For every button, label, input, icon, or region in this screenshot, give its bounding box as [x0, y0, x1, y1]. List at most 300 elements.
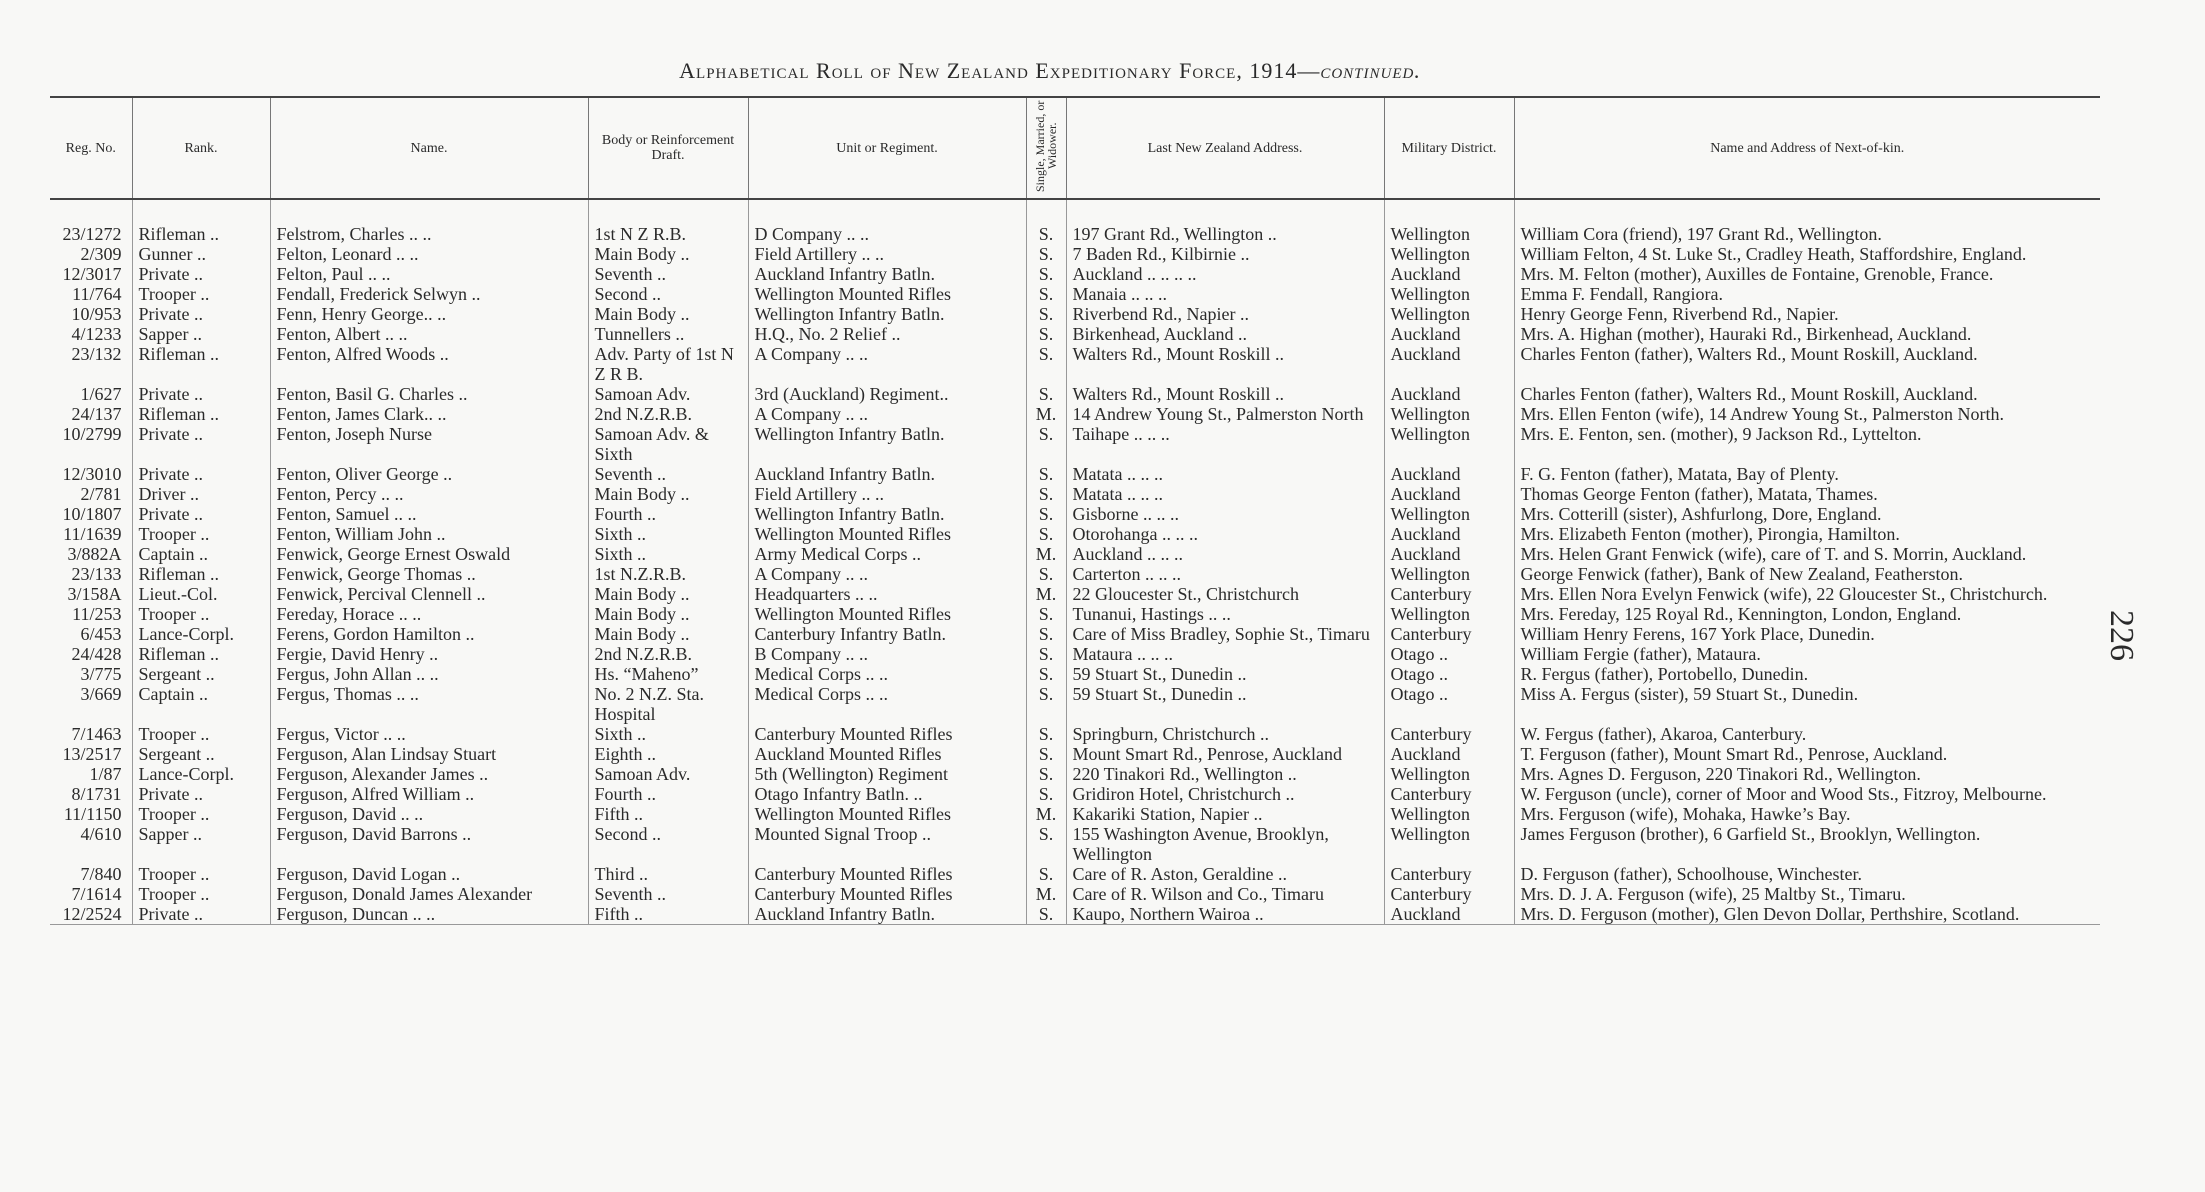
rank-cell: Trooper .. — [132, 284, 270, 304]
title-main: Alphabetical Roll of New Zealand Expeditionary Force, 1914— — [679, 58, 1321, 83]
table-row — [50, 884, 2100, 904]
name-cell: Fenton, Alfred Woods .. — [270, 344, 588, 384]
draft-cell: Eighth .. — [588, 744, 748, 764]
next-of-kin-cell: James Ferguson (brother), 6 Garfield St., Brooklyn, Wellington. — [1514, 824, 2100, 864]
rank-cell: Private .. — [132, 784, 270, 804]
draft-cell: Main Body .. — [588, 604, 748, 624]
marital-status-cell: S. — [1026, 904, 1066, 925]
marital-status-cell: S. — [1026, 264, 1066, 284]
district-cell: Auckland — [1384, 464, 1514, 484]
marital-status-cell: S. — [1026, 504, 1066, 524]
marital-status-cell: S. — [1026, 484, 1066, 504]
rank-cell: Trooper .. — [132, 724, 270, 744]
name-cell: Fendall, Frederick Selwyn .. — [270, 284, 588, 304]
next-of-kin-cell: Mrs. Ellen Fenton (wife), 14 Andrew Young St., Palmerston North. — [1514, 404, 2100, 424]
unit-cell: Auckland Infantry Batln. — [748, 464, 1026, 484]
address-cell: Matata .. .. .. — [1066, 464, 1384, 484]
unit-cell: Headquarters .. .. — [748, 584, 1026, 604]
unit-cell: Medical Corps .. .. — [748, 664, 1026, 684]
draft-cell: Fourth .. — [588, 784, 748, 804]
name-cell: Fenton, Basil G. Charles .. — [270, 384, 588, 404]
table-row — [50, 284, 2100, 304]
name-cell: Ferguson, David Barrons .. — [270, 824, 588, 864]
unit-cell: B Company .. .. — [748, 644, 1026, 664]
district-cell: Auckland — [1384, 384, 1514, 404]
unit-cell: A Company .. .. — [748, 564, 1026, 584]
district-cell: Auckland — [1384, 344, 1514, 384]
district-cell: Canterbury — [1384, 884, 1514, 904]
reg-no-cell: 7/1463 — [71, 724, 122, 744]
address-cell: Taihape .. .. .. — [1066, 424, 1384, 464]
address-cell: 7 Baden Rd., Kilbirnie .. — [1066, 244, 1384, 264]
address-cell: Mataura .. .. .. — [1066, 644, 1384, 664]
address-cell: Mount Smart Rd., Penrose, Auckland — [1066, 744, 1384, 764]
unit-cell: H.Q., No. 2 Relief .. — [748, 324, 1026, 344]
draft-cell: Main Body .. — [588, 244, 748, 264]
name-cell: Ferens, Gordon Hamilton .. — [270, 624, 588, 644]
marital-status-cell: M. — [1026, 804, 1066, 824]
next-of-kin-cell: Mrs. Agnes D. Ferguson, 220 Tinakori Rd., Wellington. — [1514, 764, 2100, 784]
draft-cell: Third .. — [588, 864, 748, 884]
district-cell: Wellington — [1384, 564, 1514, 584]
table-row — [50, 604, 2100, 624]
address-cell: Matata .. .. .. — [1066, 484, 1384, 504]
reg-no-cell: 8/1731 — [71, 784, 122, 804]
table-row — [50, 584, 2100, 604]
rank-cell: Captain .. — [132, 684, 270, 724]
marital-status-cell: M. — [1026, 404, 1066, 424]
district-cell: Canterbury — [1384, 724, 1514, 744]
name-cell: Fenn, Henry George.. .. — [270, 304, 588, 324]
name-cell: Ferguson, Alan Lindsay Stuart — [270, 744, 588, 764]
reg-no-cell: 24/428 — [71, 644, 122, 664]
district-cell: Wellington — [1384, 284, 1514, 304]
marital-status-cell: S. — [1026, 224, 1066, 244]
reg-no-cell: 11/764 — [72, 284, 122, 304]
rank-cell: Trooper .. — [132, 524, 270, 544]
draft-cell: Samoan Adv. — [588, 764, 748, 784]
next-of-kin-cell: Mrs. A. Highan (mother), Hauraki Rd., Birkenhead, Auckland. — [1514, 324, 2100, 344]
next-of-kin-cell: Mrs. Fereday, 125 Royal Rd., Kennington, London, England. — [1514, 604, 2100, 624]
address-cell: Walters Rd., Mount Roskill .. — [1066, 344, 1384, 384]
district-cell: Otago .. — [1384, 644, 1514, 664]
spacer-row — [50, 199, 2100, 224]
table-row — [50, 564, 2100, 584]
next-of-kin-cell: William Felton, 4 St. Luke St., Cradley Heath, Staffordshire, England. — [1514, 244, 2100, 264]
district-cell: Auckland — [1384, 524, 1514, 544]
address-cell: Gisborne .. .. .. — [1066, 504, 1384, 524]
next-of-kin-cell: Henry George Fenn, Riverbend Rd., Napier. — [1514, 304, 2100, 324]
reg-no-cell: 10/1807 — [62, 504, 122, 524]
rank-cell: Rifleman .. — [132, 404, 270, 424]
rank-cell: Trooper .. — [132, 804, 270, 824]
district-cell: Canterbury — [1384, 624, 1514, 644]
next-of-kin-cell: Mrs. E. Fenton, sen. (mother), 9 Jackson Rd., Lyttelton. — [1514, 424, 2100, 464]
name-cell: Ferguson, Duncan .. .. — [270, 904, 588, 925]
reg-no-cell: 3/669 — [80, 684, 122, 704]
table-row — [50, 264, 2100, 284]
unit-cell: Otago Infantry Batln. .. — [748, 784, 1026, 804]
reg-no-cell: 12/3017 — [62, 264, 122, 284]
marital-status-cell: S. — [1026, 824, 1066, 864]
unit-cell: Field Artillery .. .. — [748, 244, 1026, 264]
reg-no-cell: 10/953 — [71, 304, 122, 324]
table-row — [50, 744, 2100, 764]
marital-status-cell: S. — [1026, 644, 1066, 664]
reg-no-cell: 12/3010 — [62, 464, 122, 484]
reg-no-cell: 10/2799 — [62, 424, 122, 444]
table-row — [50, 464, 2100, 484]
address-cell: Otorohanga .. .. .. — [1066, 524, 1384, 544]
draft-cell: Adv. Party of 1st N Z R B. — [588, 344, 748, 384]
draft-cell: Tunnellers .. — [588, 324, 748, 344]
reg-no-cell: 7/840 — [80, 864, 122, 884]
rank-cell: Lance-Corpl. — [132, 764, 270, 784]
district-cell: Wellington — [1384, 804, 1514, 824]
unit-cell: Wellington Mounted Rifles — [748, 284, 1026, 304]
rank-cell: Gunner .. — [132, 244, 270, 264]
draft-cell: 2nd N.Z.R.B. — [588, 644, 748, 664]
draft-cell: Fifth .. — [588, 904, 748, 925]
address-cell: Birkenhead, Auckland .. — [1066, 324, 1384, 344]
header-reg-no: Reg. No. — [50, 97, 132, 199]
district-cell: Wellington — [1384, 424, 1514, 464]
unit-cell: Canterbury Mounted Rifles — [748, 724, 1026, 744]
unit-cell: Wellington Mounted Rifles — [748, 804, 1026, 824]
name-cell: Fenwick, George Thomas .. — [270, 564, 588, 584]
rank-cell: Trooper .. — [132, 864, 270, 884]
district-cell: Canterbury — [1384, 584, 1514, 604]
header-marital-status — [1026, 97, 1066, 199]
rank-cell: Rifleman .. — [132, 644, 270, 664]
address-cell: Auckland .. .. .. — [1066, 544, 1384, 564]
district-cell: Otago .. — [1384, 684, 1514, 724]
next-of-kin-cell: R. Fergus (father), Portobello, Dunedin. — [1514, 664, 2100, 684]
table-row — [50, 904, 2100, 925]
header-row — [50, 97, 2100, 199]
name-cell: Fenton, James Clark.. .. — [270, 404, 588, 424]
rank-cell: Sapper .. — [132, 324, 270, 344]
name-cell: Ferguson, David .. .. — [270, 804, 588, 824]
marital-status-cell: S. — [1026, 744, 1066, 764]
table-row — [50, 804, 2100, 824]
unit-cell: A Company .. .. — [748, 404, 1026, 424]
next-of-kin-cell: T. Ferguson (father), Mount Smart Rd., Penrose, Auckland. — [1514, 744, 2100, 764]
address-cell: 220 Tinakori Rd., Wellington .. — [1066, 764, 1384, 784]
table-row — [50, 504, 2100, 524]
reg-no-cell: 4/1233 — [71, 324, 122, 344]
table-row — [50, 424, 2100, 464]
header-unit: Unit or Regiment. — [748, 97, 1026, 199]
next-of-kin-cell: Miss A. Fergus (sister), 59 Stuart St., Dunedin. — [1514, 684, 2100, 724]
next-of-kin-cell: Mrs. Ferguson (wife), Mohaka, Hawke’s Bay. — [1514, 804, 2100, 824]
marital-status-cell: S. — [1026, 344, 1066, 384]
draft-cell: Seventh .. — [588, 884, 748, 904]
marital-status-cell: S. — [1026, 764, 1066, 784]
reg-no-cell: 23/132 — [71, 344, 122, 364]
address-cell: Kakariki Station, Napier .. — [1066, 804, 1384, 824]
unit-cell: Wellington Mounted Rifles — [748, 524, 1026, 544]
unit-cell: D Company .. .. — [748, 224, 1026, 244]
unit-cell: Canterbury Mounted Rifles — [748, 884, 1026, 904]
reg-no-cell: 6/453 — [80, 624, 122, 644]
district-cell: Wellington — [1384, 404, 1514, 424]
district-cell: Wellington — [1384, 304, 1514, 324]
marital-status-cell: S. — [1026, 724, 1066, 744]
marital-status-cell: S. — [1026, 464, 1066, 484]
rank-cell: Lance-Corpl. — [132, 624, 270, 644]
table-row — [50, 244, 2100, 264]
draft-cell: Main Body .. — [588, 304, 748, 324]
rank-cell: Rifleman .. — [132, 224, 270, 244]
draft-cell: Sixth .. — [588, 724, 748, 744]
address-cell: 59 Stuart St., Dunedin .. — [1066, 684, 1384, 724]
next-of-kin-cell: William Fergie (father), Mataura. — [1514, 644, 2100, 664]
district-cell: Otago .. — [1384, 664, 1514, 684]
district-cell: Wellington — [1384, 244, 1514, 264]
rank-cell: Trooper .. — [132, 884, 270, 904]
rank-cell: Sergeant .. — [132, 664, 270, 684]
reg-no-cell: 12/2524 — [50, 904, 132, 925]
page-number: 226 — [2103, 610, 2140, 661]
marital-status-cell: M. — [1026, 544, 1066, 564]
name-cell: Ferguson, David Logan .. — [270, 864, 588, 884]
next-of-kin-cell: Emma F. Fendall, Rangiora. — [1514, 284, 2100, 304]
name-cell: Fenton, Joseph Nurse — [270, 424, 588, 464]
marital-status-cell: S. — [1026, 524, 1066, 544]
reg-no-cell: 11/1639 — [63, 524, 122, 544]
marital-status-cell: S. — [1026, 664, 1066, 684]
rank-cell: Rifleman .. — [132, 564, 270, 584]
unit-cell: Wellington Infantry Batln. — [748, 304, 1026, 324]
marital-status-cell: S. — [1026, 284, 1066, 304]
table-row — [50, 324, 2100, 344]
name-cell: Ferguson, Donald James Alexander — [270, 884, 588, 904]
table-row — [50, 684, 2100, 724]
address-cell: 155 Washington Avenue, Brooklyn, Wellington — [1066, 824, 1384, 864]
next-of-kin-cell: D. Ferguson (father), Schoolhouse, Winchester. — [1514, 864, 2100, 884]
next-of-kin-cell: W. Fergus (father), Akaroa, Canterbury. — [1514, 724, 2100, 744]
district-cell: Wellington — [1384, 604, 1514, 624]
reg-no-cell: 11/1150 — [63, 804, 122, 824]
draft-cell: Samoan Adv. — [588, 384, 748, 404]
reg-no-cell: 3/775 — [80, 664, 122, 684]
reg-no-cell: 3/882A — [67, 544, 122, 564]
table-row — [50, 524, 2100, 544]
name-cell: Felton, Paul .. .. — [270, 264, 588, 284]
draft-cell: Fifth .. — [588, 804, 748, 824]
next-of-kin-cell: W. Ferguson (uncle), corner of Moor and Wood Sts., Fitzroy, Melbourne. — [1514, 784, 2100, 804]
rank-cell: Private .. — [132, 424, 270, 464]
marital-status-cell: S. — [1026, 564, 1066, 584]
draft-cell: Sixth .. — [588, 544, 748, 564]
table-row — [50, 764, 2100, 784]
next-of-kin-cell: William Cora (friend), 197 Grant Rd., Wellington. — [1514, 224, 2100, 244]
unit-cell: Wellington Infantry Batln. — [748, 504, 1026, 524]
table-row — [50, 644, 2100, 664]
reg-no-cell: 1/627 — [80, 384, 122, 404]
district-cell: Auckland — [1384, 264, 1514, 284]
name-cell: Fenwick, Percival Clennell .. — [270, 584, 588, 604]
name-cell: Fergus, Thomas .. .. — [270, 684, 588, 724]
unit-cell: Medical Corps .. .. — [748, 684, 1026, 724]
unit-cell: Wellington Mounted Rifles — [748, 604, 1026, 624]
rank-cell: Rifleman .. — [132, 344, 270, 384]
draft-cell: Samoan Adv. & Sixth — [588, 424, 748, 464]
draft-cell: 2nd N.Z.R.B. — [588, 404, 748, 424]
district-cell: Auckland — [1384, 904, 1514, 925]
address-cell: Tunanui, Hastings .. .. — [1066, 604, 1384, 624]
draft-cell: Hs. “Maheno” — [588, 664, 748, 684]
rank-cell: Captain .. — [132, 544, 270, 564]
rank-cell: Private .. — [132, 504, 270, 524]
address-cell: 22 Gloucester St., Christchurch — [1066, 584, 1384, 604]
table-row — [50, 484, 2100, 504]
draft-cell: Fourth .. — [588, 504, 748, 524]
name-cell: Fenwick, George Ernest Oswald — [270, 544, 588, 564]
header-next-of-kin: Name and Address of Next-of-kin. — [1514, 97, 2100, 199]
marital-status-cell: M. — [1026, 884, 1066, 904]
table-row — [50, 544, 2100, 564]
name-cell: Fenton, Oliver George .. — [270, 464, 588, 484]
rank-cell: Driver .. — [132, 484, 270, 504]
table-row — [50, 784, 2100, 804]
marital-status-cell: S. — [1026, 864, 1066, 884]
rank-cell: Private .. — [132, 904, 270, 925]
table-row — [50, 824, 2100, 864]
rank-cell: Private .. — [132, 384, 270, 404]
table-row — [50, 404, 2100, 424]
unit-cell: Canterbury Infantry Batln. — [748, 624, 1026, 644]
reg-no-cell: 23/133 — [71, 564, 122, 584]
district-cell: Wellington — [1384, 224, 1514, 244]
rank-cell: Private .. — [132, 304, 270, 324]
name-cell: Fenton, Samuel .. .. — [270, 504, 588, 524]
draft-cell: 1st N Z R.B. — [588, 224, 748, 244]
address-cell: Care of Miss Bradley, Sophie St., Timaru — [1066, 624, 1384, 644]
next-of-kin-cell: Thomas George Fenton (father), Matata, Thames. — [1514, 484, 2100, 504]
next-of-kin-cell: F. G. Fenton (father), Matata, Bay of Plenty. — [1514, 464, 2100, 484]
draft-cell: Main Body .. — [588, 484, 748, 504]
next-of-kin-cell: Mrs. M. Felton (mother), Auxilles de Fontaine, Grenoble, France. — [1514, 264, 2100, 284]
table-row — [50, 664, 2100, 684]
name-cell: Fenton, Percy .. .. — [270, 484, 588, 504]
header-name: Name. — [270, 97, 588, 199]
next-of-kin-cell: Mrs. D. J. A. Ferguson (wife), 25 Maltby St., Timaru. — [1514, 884, 2100, 904]
reg-no-cell: 3/158A — [67, 584, 122, 604]
marital-status-cell: S. — [1026, 324, 1066, 344]
draft-cell: Seventh .. — [588, 264, 748, 284]
next-of-kin-cell: Charles Fenton (father), Walters Rd., Mount Roskill, Auckland. — [1514, 344, 2100, 384]
name-cell: Fergus, Victor .. .. — [270, 724, 588, 744]
name-cell: Ferguson, Alexander James .. — [270, 764, 588, 784]
name-cell: Fenton, Albert .. .. — [270, 324, 588, 344]
reg-no-cell: 24/137 — [71, 404, 122, 424]
unit-cell: Field Artillery .. .. — [748, 484, 1026, 504]
address-cell: Carterton .. .. .. — [1066, 564, 1384, 584]
reg-no-cell: 2/309 — [80, 244, 122, 264]
header-draft: Body or Reinforcement Draft. — [588, 97, 748, 199]
address-cell: 14 Andrew Young St., Palmerston North — [1066, 404, 1384, 424]
name-cell: Fereday, Horace .. .. — [270, 604, 588, 624]
rank-cell: Trooper .. — [132, 604, 270, 624]
district-cell: Auckland — [1384, 484, 1514, 504]
address-cell: 197 Grant Rd., Wellington .. — [1066, 224, 1384, 244]
marital-status-cell: S. — [1026, 684, 1066, 724]
roll-table — [50, 96, 2100, 925]
address-cell: Auckland .. .. .. .. — [1066, 264, 1384, 284]
next-of-kin-cell: Mrs. D. Ferguson (mother), Glen Devon Dollar, Perthshire, Scotland. — [1514, 904, 2100, 925]
name-cell: Fenton, William John .. — [270, 524, 588, 544]
table-row — [50, 724, 2100, 744]
marital-status-cell: S. — [1026, 384, 1066, 404]
district-cell: Auckland — [1384, 324, 1514, 344]
next-of-kin-cell: William Henry Ferens, 167 York Place, Dunedin. — [1514, 624, 2100, 644]
marital-status-cell: S. — [1026, 304, 1066, 324]
draft-cell: Second .. — [588, 824, 748, 864]
address-cell: Kaupo, Northern Wairoa .. — [1066, 904, 1384, 925]
draft-cell: Main Body .. — [588, 624, 748, 644]
district-cell: Wellington — [1384, 764, 1514, 784]
district-cell: Canterbury — [1384, 784, 1514, 804]
unit-cell: 3rd (Auckland) Regiment.. — [748, 384, 1026, 404]
district-cell: Auckland — [1384, 744, 1514, 764]
unit-cell: Auckland Mounted Rifles — [748, 744, 1026, 764]
name-cell: Fergus, John Allan .. .. — [270, 664, 588, 684]
rank-cell: Private .. — [132, 464, 270, 484]
next-of-kin-cell: Mrs. Cotterill (sister), Ashfurlong, Dore, England. — [1514, 504, 2100, 524]
district-cell: Wellington — [1384, 824, 1514, 864]
table-row — [50, 384, 2100, 404]
unit-cell: Auckland Infantry Batln. — [748, 904, 1026, 925]
next-of-kin-cell: George Fenwick (father), Bank of New Zealand, Featherston. — [1514, 564, 2100, 584]
address-cell: 59 Stuart St., Dunedin .. — [1066, 664, 1384, 684]
district-cell: Canterbury — [1384, 864, 1514, 884]
district-cell: Wellington — [1384, 504, 1514, 524]
next-of-kin-cell: Mrs. Helen Grant Fenwick (wife), care of T. and S. Morrin, Auckland. — [1514, 544, 2100, 564]
reg-no-cell: 1/87 — [89, 764, 122, 784]
district-cell: Auckland — [1384, 544, 1514, 564]
address-cell: Care of R. Wilson and Co., Timaru — [1066, 884, 1384, 904]
address-cell: Manaia .. .. .. — [1066, 284, 1384, 304]
unit-cell: 5th (Wellington) Regiment — [748, 764, 1026, 784]
marital-status-cell: S. — [1026, 424, 1066, 464]
rank-cell: Sergeant .. — [132, 744, 270, 764]
rank-cell: Private .. — [132, 264, 270, 284]
marital-status-cell: S. — [1026, 784, 1066, 804]
name-cell: Fergie, David Henry .. — [270, 644, 588, 664]
next-of-kin-cell: Charles Fenton (father), Walters Rd., Mount Roskill, Auckland. — [1514, 384, 2100, 404]
unit-cell: A Company .. .. — [748, 344, 1026, 384]
marital-status-cell: S. — [1026, 244, 1066, 264]
unit-cell: Mounted Signal Troop .. — [748, 824, 1026, 864]
unit-cell: Auckland Infantry Batln. — [748, 264, 1026, 284]
name-cell: Felton, Leonard .. .. — [270, 244, 588, 264]
marital-status-cell: M. — [1026, 584, 1066, 604]
draft-cell: Second .. — [588, 284, 748, 304]
table-row — [50, 624, 2100, 644]
draft-cell: 1st N.Z.R.B. — [588, 564, 748, 584]
marital-status-cell: S. — [1026, 604, 1066, 624]
reg-no-cell: 11/253 — [72, 604, 122, 624]
rank-cell: Sapper .. — [132, 824, 270, 864]
address-cell: Walters Rd., Mount Roskill .. — [1066, 384, 1384, 404]
address-cell: Springburn, Christchurch .. — [1066, 724, 1384, 744]
next-of-kin-cell: Mrs. Elizabeth Fenton (mother), Pirongia, Hamilton. — [1514, 524, 2100, 544]
table-row — [50, 224, 2100, 244]
reg-no-cell: 4/610 — [80, 824, 122, 844]
table-row — [50, 344, 2100, 384]
